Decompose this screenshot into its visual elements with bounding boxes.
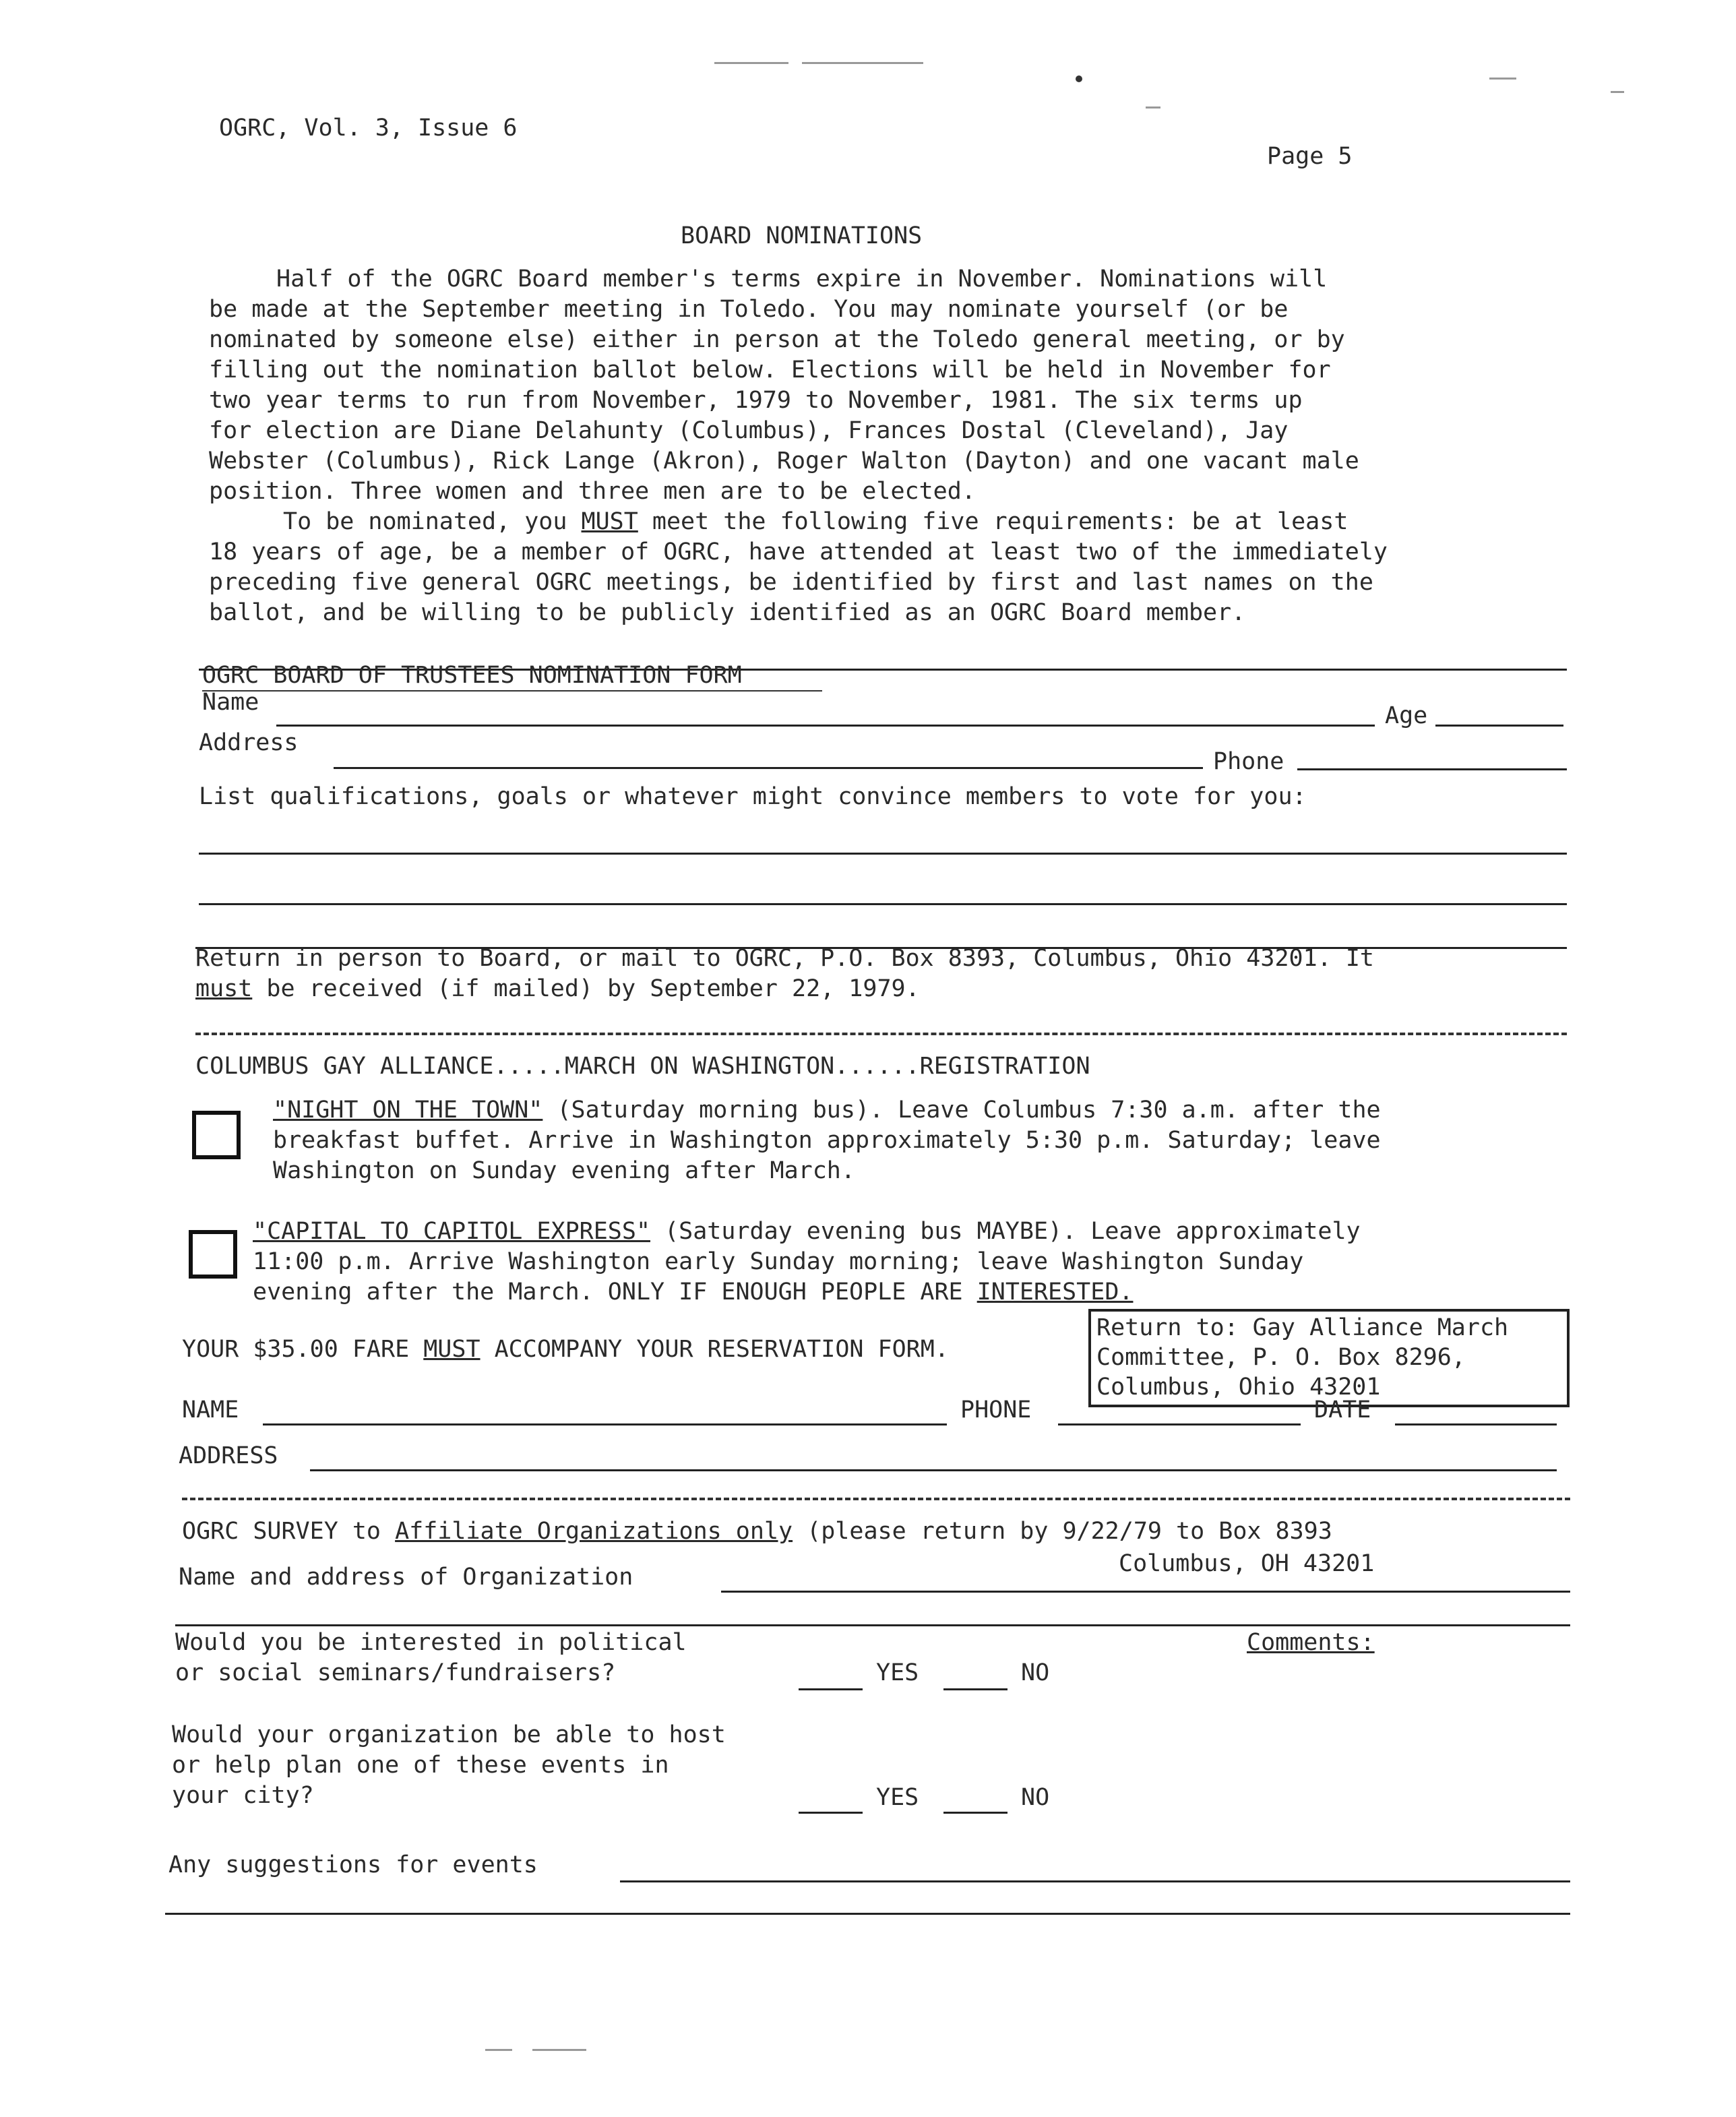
option2-text-part: (Saturday evening bus MAYBE). Leave approximately	[650, 1218, 1361, 1245]
age-label: Age	[1385, 702, 1428, 729]
question-line: or help plan one of these events in	[172, 1752, 669, 1779]
issue-label: OGRC, Vol. 3, Issue 6	[219, 115, 518, 142]
q2-yes-line[interactable]	[799, 1812, 863, 1814]
para1-line: two year terms to run from November, 1979 to November, 1981. The six terms up	[209, 387, 1303, 414]
return-line: Return in person to Board, or mail to OGRC, P.O. Box 8393, Columbus, Ohio 43201. It	[195, 945, 1374, 972]
march-phone-input-line[interactable]	[1058, 1423, 1301, 1425]
para2-line	[209, 507, 1388, 537]
option1-line: breakfast buffet. Arrive in Washington approximately 5:30 p.m. Saturday; leave	[273, 1127, 1381, 1154]
suggestions-input-line[interactable]	[620, 1880, 1570, 1882]
q2-no-label: NO	[1021, 1784, 1050, 1811]
march-title: COLUMBUS GAY ALLIANCE.....MARCH ON WASHINGTON......REGISTRATION	[195, 1053, 1090, 1080]
board-paragraph-1	[209, 264, 1388, 628]
phone-input-line[interactable]	[1297, 768, 1567, 770]
para1-line: for election are Diane Delahunty (Columbus), Frances Dostal (Cleveland), Jay	[209, 417, 1289, 444]
para1-line: Half of the OGRC Board member's terms expire in November. Nominations will	[276, 266, 1328, 293]
option1-text	[273, 1095, 1381, 1186]
return-box-line: Committee, P. O. Box 8296,	[1096, 1344, 1466, 1371]
march-phone-label: PHONE	[960, 1397, 1032, 1423]
return-box-line: Columbus, Ohio 43201	[1096, 1374, 1381, 1401]
name-input-line[interactable]	[276, 725, 1375, 727]
must-emphasis: MUST	[581, 508, 638, 535]
scan-mark	[802, 62, 923, 64]
org-input-line[interactable]	[721, 1591, 1570, 1593]
qualifications-line-2[interactable]	[199, 903, 1567, 905]
march-address-input-line[interactable]	[310, 1469, 1557, 1471]
para1-line: position. Three women and three men are to be elected.	[209, 478, 976, 505]
march-date-label: DATE	[1314, 1397, 1371, 1423]
option2-line	[253, 1277, 1361, 1308]
survey-text: OGRC SURVEY to	[182, 1518, 396, 1545]
para2-line: preceding five general OGRC meetings, be identified by first and last names on the	[209, 569, 1373, 596]
qualifications-line-1[interactable]	[199, 853, 1567, 855]
return-instructions	[195, 944, 1374, 1004]
march-date-input-line[interactable]	[1395, 1423, 1557, 1425]
para1-line: be made at the September meeting in Toledo. You may nominate yourself (or be	[209, 296, 1289, 323]
question-line: your city?	[172, 1782, 314, 1809]
q2-yes-label: YES	[876, 1784, 919, 1811]
scan-mark	[532, 2049, 586, 2051]
para2-line: 18 years of age, be a member of OGRC, have attended at least two of the immediately	[209, 539, 1388, 565]
para1-line: Webster (Columbus), Rick Lange (Akron), Roger Walton (Dayton) and one vacant male	[209, 448, 1359, 474]
para2-text: meet the following five requirements: be at least	[638, 508, 1348, 535]
address-label: Address	[199, 729, 299, 756]
question-line: Would your organization be able to host	[172, 1721, 726, 1748]
option2-line	[253, 1217, 1361, 1247]
para2-line: ballot, and be willing to be publicly identified as an OGRC Board member.	[209, 599, 1246, 626]
address-input-line[interactable]	[334, 767, 1203, 769]
cut-line	[195, 1033, 1567, 1035]
q1-yes-label: YES	[876, 1659, 919, 1686]
scan-dot	[1076, 75, 1082, 82]
scan-mark	[1146, 106, 1160, 109]
option1-line: Washington on Sunday evening after March.	[273, 1157, 855, 1184]
q1-no-label: NO	[1021, 1659, 1050, 1686]
survey-title	[182, 1516, 1332, 1547]
capital-express-checkbox[interactable]	[189, 1230, 237, 1279]
fare-notice	[182, 1334, 949, 1366]
return-box-line: Return to: Gay Alliance March	[1096, 1314, 1509, 1341]
title-underline	[202, 690, 822, 692]
return-address-box	[1088, 1309, 1570, 1407]
para1-line: nominated by someone else) either in person at the Toledo general meeting, or by	[209, 326, 1345, 353]
scan-mark	[1489, 78, 1516, 80]
option1-line	[273, 1095, 1381, 1126]
name-label: Name	[202, 689, 259, 716]
option2-title: "CAPITAL TO CAPITOL EXPRESS"	[253, 1218, 651, 1245]
interested-emphasis: INTERESTED.	[976, 1279, 1134, 1306]
fare-text: ACCOMPANY YOUR RESERVATION FORM.	[480, 1336, 949, 1363]
cut-line	[182, 1498, 1570, 1500]
board-title: BOARD NOMINATIONS	[681, 222, 923, 249]
qualifications-label: List qualifications, goals or whatever might convince members to vote for you:	[199, 783, 1307, 810]
question-line: or social seminars/fundraisers?	[175, 1659, 616, 1686]
option2-text-part: evening after the March. ONLY IF ENOUGH PEOPLE ARE	[253, 1279, 977, 1306]
return-line	[195, 974, 1374, 1004]
suggestions-input-line-2[interactable]	[165, 1913, 1570, 1915]
must-emphasis: MUST	[423, 1336, 480, 1363]
option2-line: 11:00 p.m. Arrive Washington early Sunday morning; leave Washington Sunday	[253, 1248, 1304, 1275]
q1-yes-line[interactable]	[799, 1688, 863, 1690]
must-emphasis: must	[195, 975, 253, 1002]
survey-return-address: Columbus, OH 43201	[1119, 1550, 1375, 1577]
scan-mark	[1611, 91, 1624, 93]
scan-mark	[714, 62, 788, 64]
phone-label: Phone	[1213, 748, 1284, 775]
suggestions-label: Any suggestions for events	[168, 1851, 538, 1878]
scan-mark	[485, 2049, 512, 2051]
option1-title: "NIGHT ON THE TOWN"	[273, 1097, 543, 1124]
q2-no-line[interactable]	[943, 1812, 1008, 1814]
fare-text: YOUR $35.00 FARE	[182, 1336, 424, 1363]
night-on-the-town-checkbox[interactable]	[192, 1111, 241, 1159]
page-number: Page 5	[1267, 143, 1353, 170]
survey-question-1	[175, 1628, 687, 1688]
org-input-line-2[interactable]	[175, 1624, 1570, 1626]
survey-affiliate-emphasis: Affiliate Organizations only	[395, 1518, 793, 1545]
march-name-input-line[interactable]	[263, 1423, 947, 1425]
option2-text	[253, 1217, 1361, 1308]
survey-text: (please return by 9/22/79 to Box 8393	[793, 1518, 1332, 1545]
q1-no-line[interactable]	[943, 1688, 1008, 1690]
nomination-form-title: OGRC BOARD OF TRUSTEES NOMINATION FORM	[202, 662, 742, 689]
return-text: be received (if mailed) by September 22, 1979.	[252, 975, 920, 1002]
question-line: Would you be interested in political	[175, 1629, 687, 1656]
march-name-label: NAME	[182, 1397, 239, 1423]
para1-line: filling out the nomination ballot below. Elections will be held in November for	[209, 357, 1331, 383]
comments-label: Comments:	[1247, 1629, 1375, 1656]
para2-text: To be nominated, you	[283, 508, 582, 535]
age-input-line[interactable]	[1435, 725, 1563, 727]
org-label: Name and address of Organization	[179, 1564, 633, 1591]
march-address-label: ADDRESS	[179, 1442, 278, 1469]
option1-text-part: (Saturday morning bus). Leave Columbus 7:30 a.m. after the	[542, 1097, 1381, 1124]
survey-question-2	[172, 1720, 726, 1811]
